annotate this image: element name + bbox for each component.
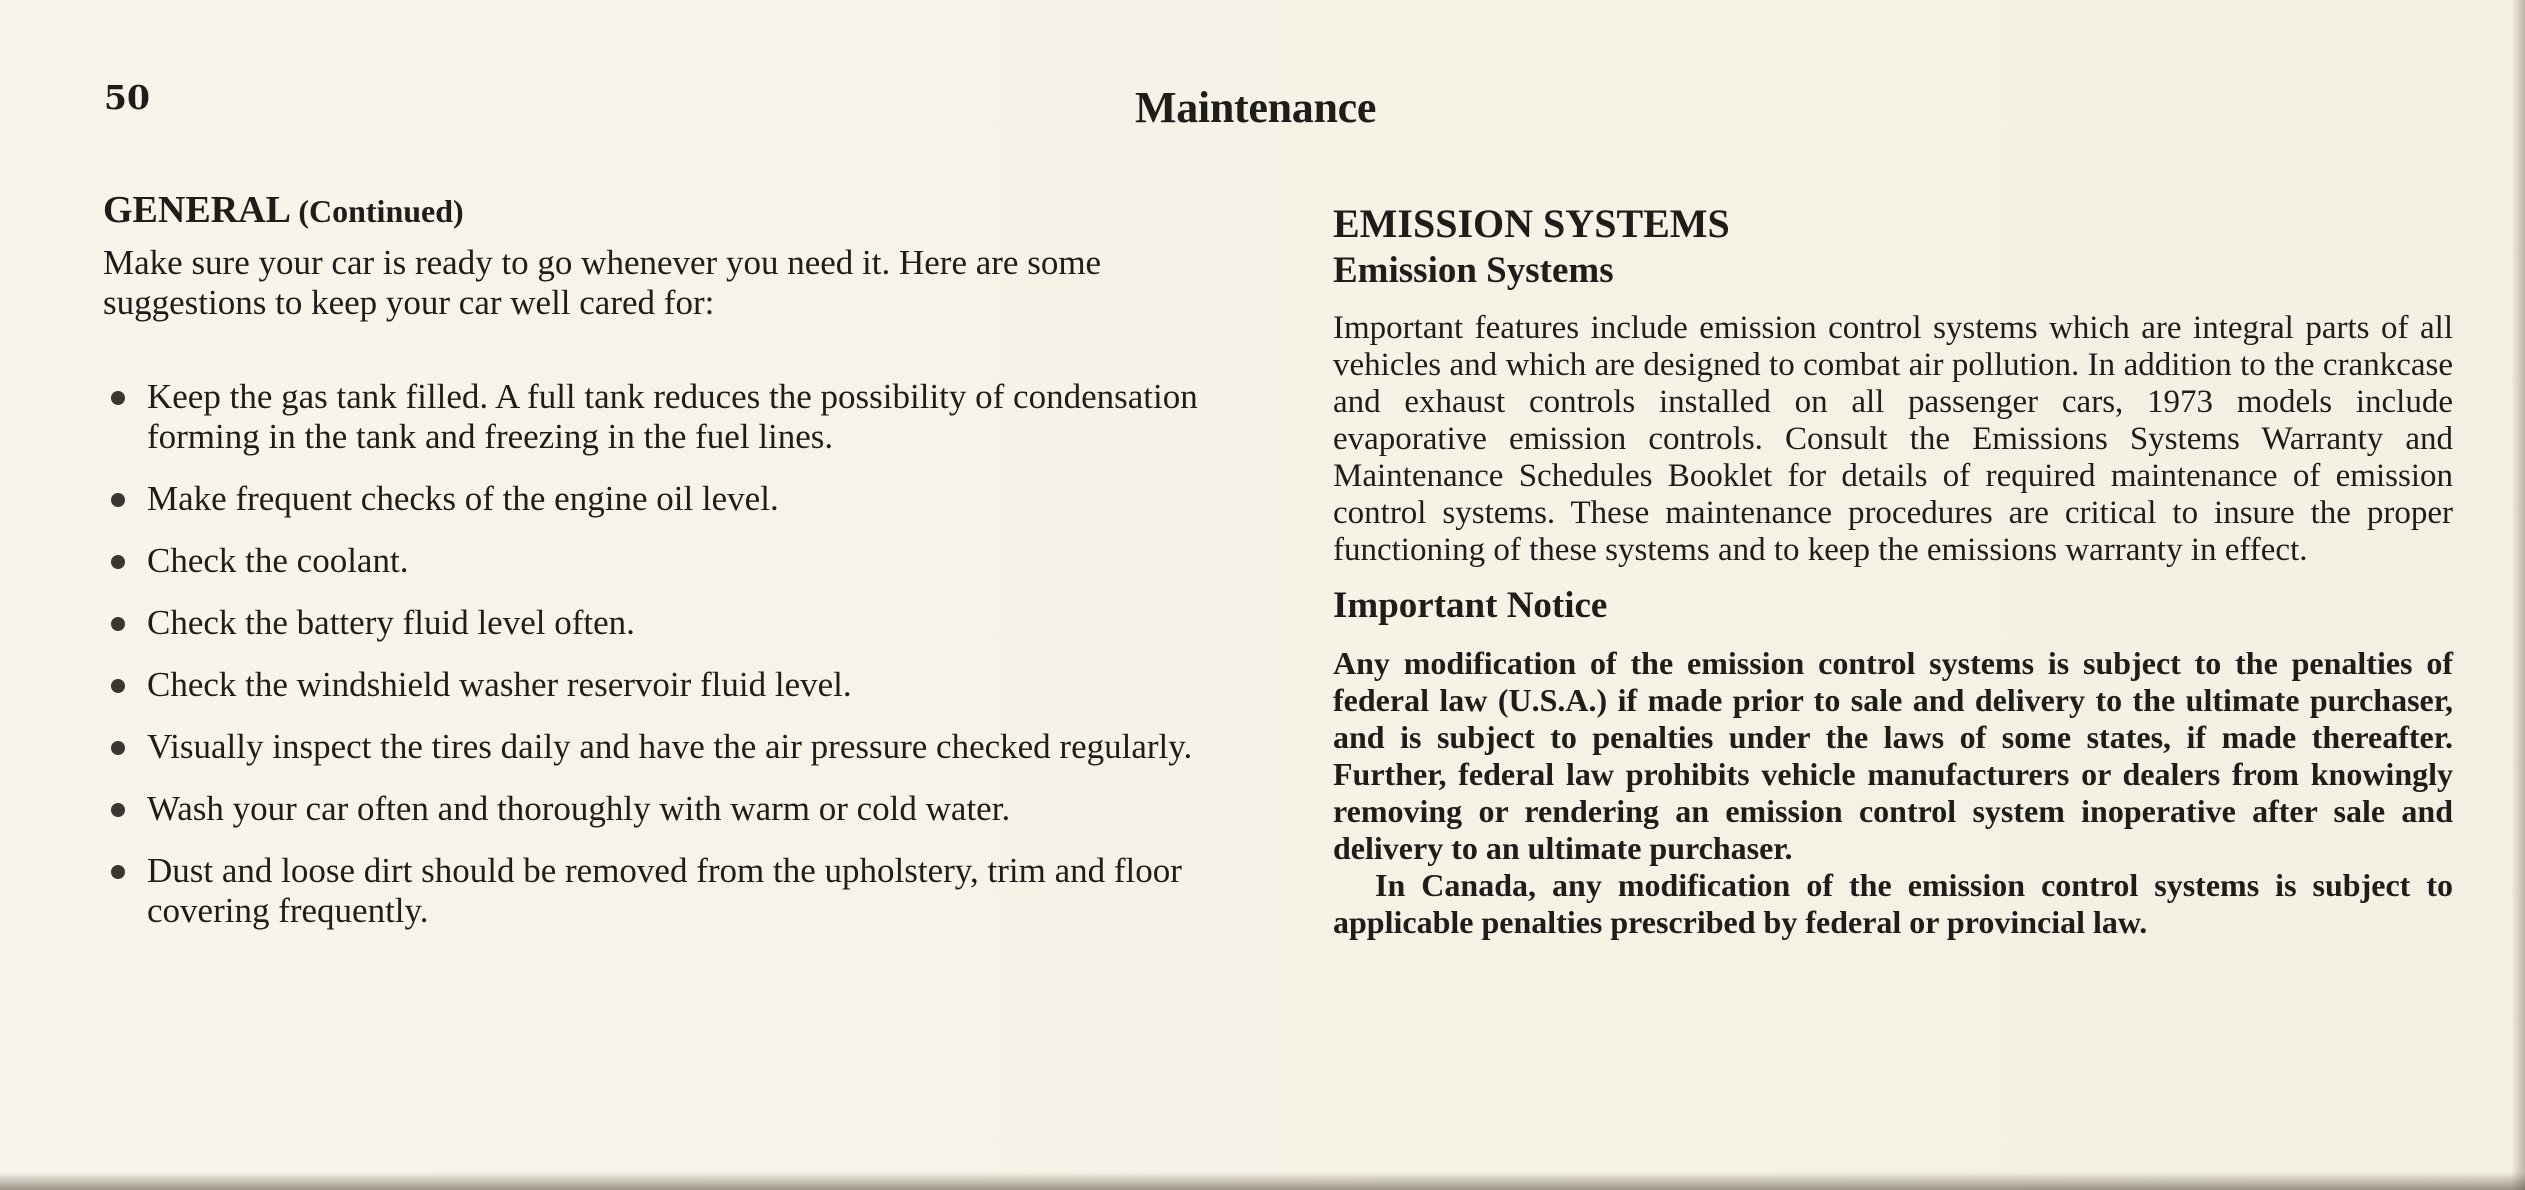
bullet-icon [111,493,125,507]
list-item-text: Visually inspect the tires daily and have the air pressure checked regularly. [147,727,1193,766]
bullet-icon [111,741,125,755]
bullet-icon [111,555,125,569]
general-heading [103,186,1233,235]
bullet-icon [111,391,125,405]
bullet-icon [111,679,125,693]
list-item [103,665,1233,705]
list-item-text: Wash your car often and thoroughly with warm or cold water. [147,789,1011,828]
notice-paragraph-canada: In Canada, any modification of the emission control systems is subject to applicable penalties prescribed by federal or provincial law. [1333,867,2453,940]
page-edge-shadow [2511,0,2525,1190]
emission-systems-paragraph: Important features include emission control systems which are integral parts of all vehicles and which are designed to combat air pollution. In addition to the crankcase and exhaust controls installed on all passenger cars, 1973 models include evaporative emission controls. Consult the Emissions Systems Warranty and Maintenance Schedules Booklet for details of required maintenance of emission control systems. These maintenance procedures are critical to insure the proper functioning of these systems and to keep the emissions warranty in effect. [1333,310,2453,568]
general-heading-suffix: (Continued) [298,193,464,229]
list-item [103,727,1233,767]
list-item [103,851,1233,931]
list-item-text: Dust and loose dirt should be removed from the upholstery, trim and floor covering frequently. [147,851,1182,930]
bullet-icon [111,803,125,817]
list-item [103,603,1233,643]
general-heading-text: GENERAL [103,189,289,231]
list-item-text: Check the windshield washer reservoir fluid level. [147,665,852,704]
page-bottom-shadow [0,1172,2525,1190]
right-column [1333,200,2453,941]
emission-systems-subheading: Emission Systems [1333,250,1614,291]
list-item-text: Make frequent checks of the engine oil level. [147,479,779,518]
list-item-text: Keep the gas tank filled. A full tank reduces the possibility of condensation forming in the tank and freezing in the fuel lines. [147,377,1198,456]
maintenance-tips-list [103,377,1233,931]
left-column [103,186,1233,953]
list-item-text: Check the battery fluid level often. [147,603,635,642]
general-intro: Make sure your car is ready to go whenever you need it. Here are some suggestions to keep your car well cared for: [103,243,1102,322]
list-item [103,479,1233,519]
emission-systems-heading: EMISSION SYSTEMS [1333,201,1730,246]
notice-paragraph-us: Any modification of the emission control systems is subject to the penalties of federal law (U.S.A.) if made prior to sale and delivery to the ultimate purchaser, and is subject to penalties under the laws of some states, if made thereafter. Further, federal law prohibits vehicle manufacturers or dealers from knowingly removing or rendering an emission control system inoperative after sale and delivery to an ultimate purchaser. [1333,645,2453,866]
list-item-text: Check the coolant. [147,541,409,580]
page-number: 50 [104,78,150,117]
page-title: Maintenance [1135,83,1377,132]
important-notice-heading: Important Notice [1333,585,1608,626]
list-item [103,541,1233,581]
bullet-icon [111,865,125,879]
bullet-icon [111,617,125,631]
list-item [103,789,1233,829]
list-item [103,377,1233,457]
